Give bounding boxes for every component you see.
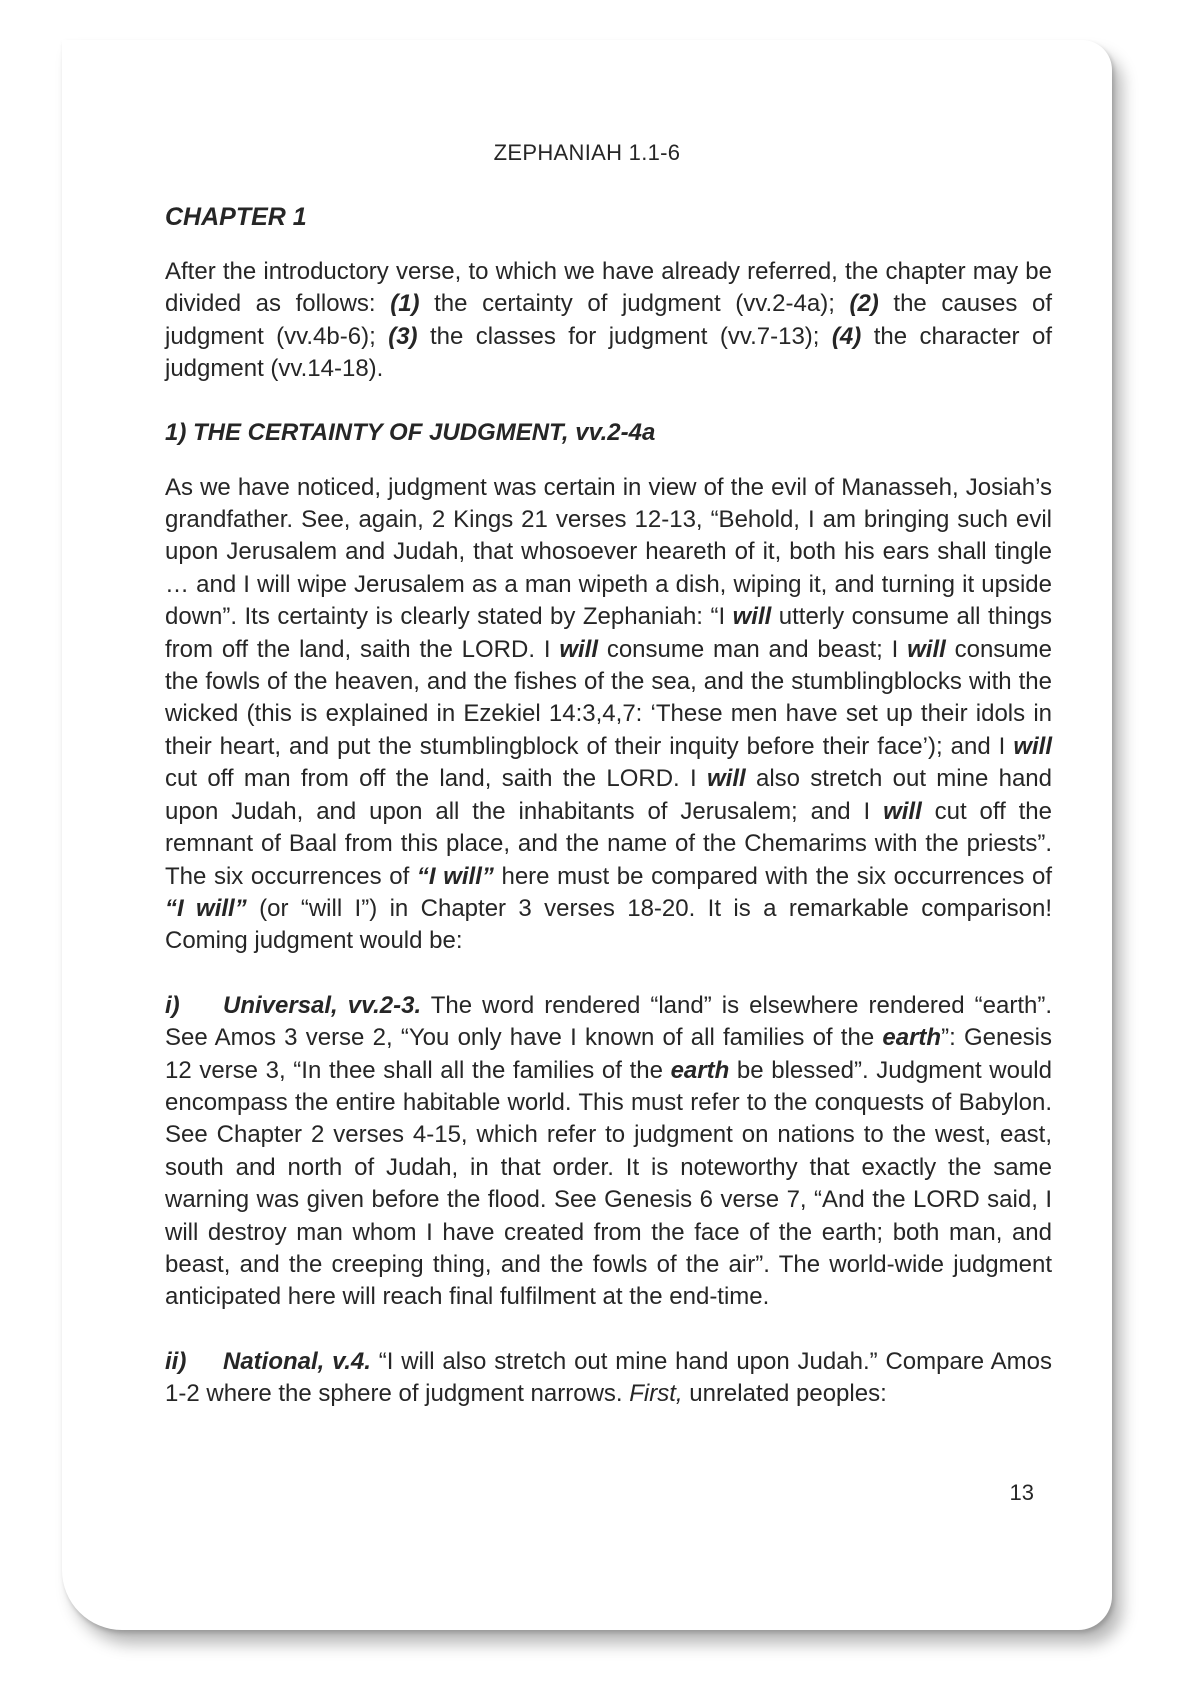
universal-text (165, 992, 1052, 1311)
emphasis-run: will (707, 765, 746, 793)
text-run: “I will also stretch out mine hand upon Judah.” Compare Amos 1-2 where the sphere of judgment narrows. (165, 1347, 1052, 1408)
emphasis-run: will (883, 797, 922, 825)
text-run: After the introductory verse, to which we have already referred, the chapter may be divided as follows: (165, 258, 1052, 318)
text-run: be blessed”. Judgment would encompass the entire habitable world. This must refer to the conquests of Babylon. See Chapter 2 verses 4-15, which refer to judgment on nations to the west, east, south and north of Judah, in that order. It is noteworthy that exactly the same warning was given before the flood. See Genesis 6 verse 7, “And the LORD said, I will destroy man whom I have created from the face of the earth; both man, and beast, and the creeping thing, and the fowls of the air”. The world-wide judgment anticipated here will reach final fulfilment at the end-time. (165, 1056, 1052, 1311)
running-head: ZEPHANIAH 1.1-6 (493, 140, 681, 165)
text-run: The word rendered “land” is elsewhere rendered “earth”. See Amos 3 verse 2, “You only have I known of all families of the (165, 991, 1052, 1052)
emphasis-run: (4) (831, 322, 862, 350)
text-run: the classes for judgment (vv.7-13); (417, 322, 832, 350)
text-run: utterly consume all things from off the land, saith the LORD. I (165, 603, 1053, 663)
text-run: consume man and beast; I (598, 635, 908, 663)
text-run: (or “will I”) in Chapter 3 verses 18-20. It is a remarkable comparison! Coming judgment would be: (165, 894, 1052, 955)
text-run: cut off man from off the land, saith the LORD. I (165, 765, 707, 793)
text-run: also stretch out mine hand upon Judah, and upon all the inhabitants of Jerusalem; and I (165, 765, 1052, 825)
section-heading: 1) THE CERTAINTY OF JUDGMENT, vv.2-4a (165, 418, 656, 446)
text-run: the certainty of judgment (vv.2-4a); (419, 290, 850, 318)
page-number: 13 (1009, 1480, 1034, 1505)
chapter-title: CHAPTER 1 (165, 203, 307, 231)
intro-paragraph (165, 256, 1052, 386)
emphasis-run: will (732, 603, 772, 631)
list-marker: i) Universal, vv.2-3. (165, 991, 422, 1019)
list-marker: ii) National, v.4. (165, 1347, 371, 1375)
text-run: As we have noticed, judgment was certain in view of the evil of Manasseh, Josiah’s grandfather. See, again, 2 Kings 21 verses 12-13, “Behold, I am bringing such evil upon Jerusalem and Judah, that whosoever heareth of it, both his ears shall tingle … and I will wipe Jerusalem as a man wipeth a dish, wiping it, and turning it upside down”. Its certainty is clearly stated by Zephaniah: “I (165, 473, 1052, 631)
emphasis-run: (3) (388, 322, 418, 350)
emphasis-run: will (1013, 732, 1052, 760)
national-paragraph (165, 1346, 1052, 1411)
text-run: ”: Genesis 12 verse 3, “In thee shall all the families of the (165, 1024, 1052, 1084)
text-run: cut off the remnant of Baal from this place, and the name of the Chemarims with the priests”. The six occurrences of (165, 797, 1053, 890)
universal-paragraph (165, 990, 1052, 1314)
emphasis-run: will (559, 635, 598, 663)
text-run: the character of judgment (vv.14-18). (165, 322, 1052, 383)
book-page (62, 40, 1112, 1630)
text-run: the causes of judgment (vv.4b-6); (165, 290, 1052, 350)
emphasis-run: (1) (390, 290, 420, 318)
emphasis-run: “I will” (416, 862, 494, 890)
emphasis-run: earth (882, 1024, 942, 1052)
certainty-paragraph (165, 472, 1052, 958)
text-run: consume the fowls of the heaven, and the fishes of the sea, and the stumblingblocks with the wicked (this is explained in Ezekiel 14:3,4,7: ‘These men have set up their idols in their heart, and put the stumblingblock of their inquity before their face’); and I (165, 635, 1052, 760)
emphasis-run: (2) (849, 290, 879, 318)
emphasis-run: earth (670, 1056, 730, 1084)
text-run: unrelated peoples: (682, 1380, 887, 1408)
text-run: here must be compared with the six occurrences of (493, 862, 1052, 890)
emphasis-run: First, (629, 1380, 683, 1408)
emphasis-run: will (907, 635, 946, 663)
emphasis-run: “I will” (165, 894, 247, 922)
page-content (165, 202, 1052, 1411)
